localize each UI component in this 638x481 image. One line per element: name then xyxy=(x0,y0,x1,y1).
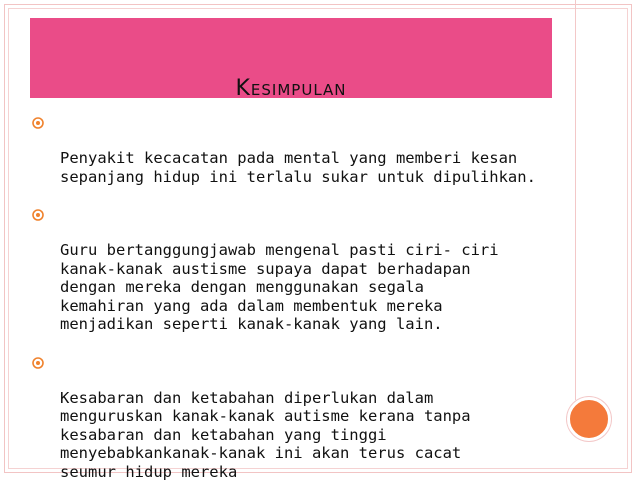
bullet-item xyxy=(28,112,588,186)
bullet-text: Guru bertanggungjawab mengenal pasti ciri- ciri kanak-kanak austisme supaya dapat berhadapan dengan mereka dengan menggunakan segala kemahiran yang ada dalam membentuk mereka menjadikan seperti kanak-kanak yang lain. xyxy=(60,241,499,333)
target-bullet-icon xyxy=(32,357,44,369)
slide-title: Kesimpulan xyxy=(30,76,552,101)
bullet-list xyxy=(28,112,588,481)
bullet-text: Penyakit kecacatan pada mental yang memberi kesan sepanjang hidup ini terlalu sukar untuk dipulihkan. xyxy=(60,149,536,186)
bullet-item xyxy=(28,352,588,481)
target-bullet-icon xyxy=(32,117,44,129)
bullet-item xyxy=(28,204,588,334)
target-bullet-icon xyxy=(32,209,44,221)
title-band xyxy=(30,18,552,98)
bullet-text: Kesabaran dan ketabahan diperlukan dalam menguruskan kanak-kanak autisme kerana tanpa kesabaran dan ketabahan yang tinggi menyebabkankanak-kanak ini akan terus cacat seumur hidup mereka xyxy=(60,389,471,481)
